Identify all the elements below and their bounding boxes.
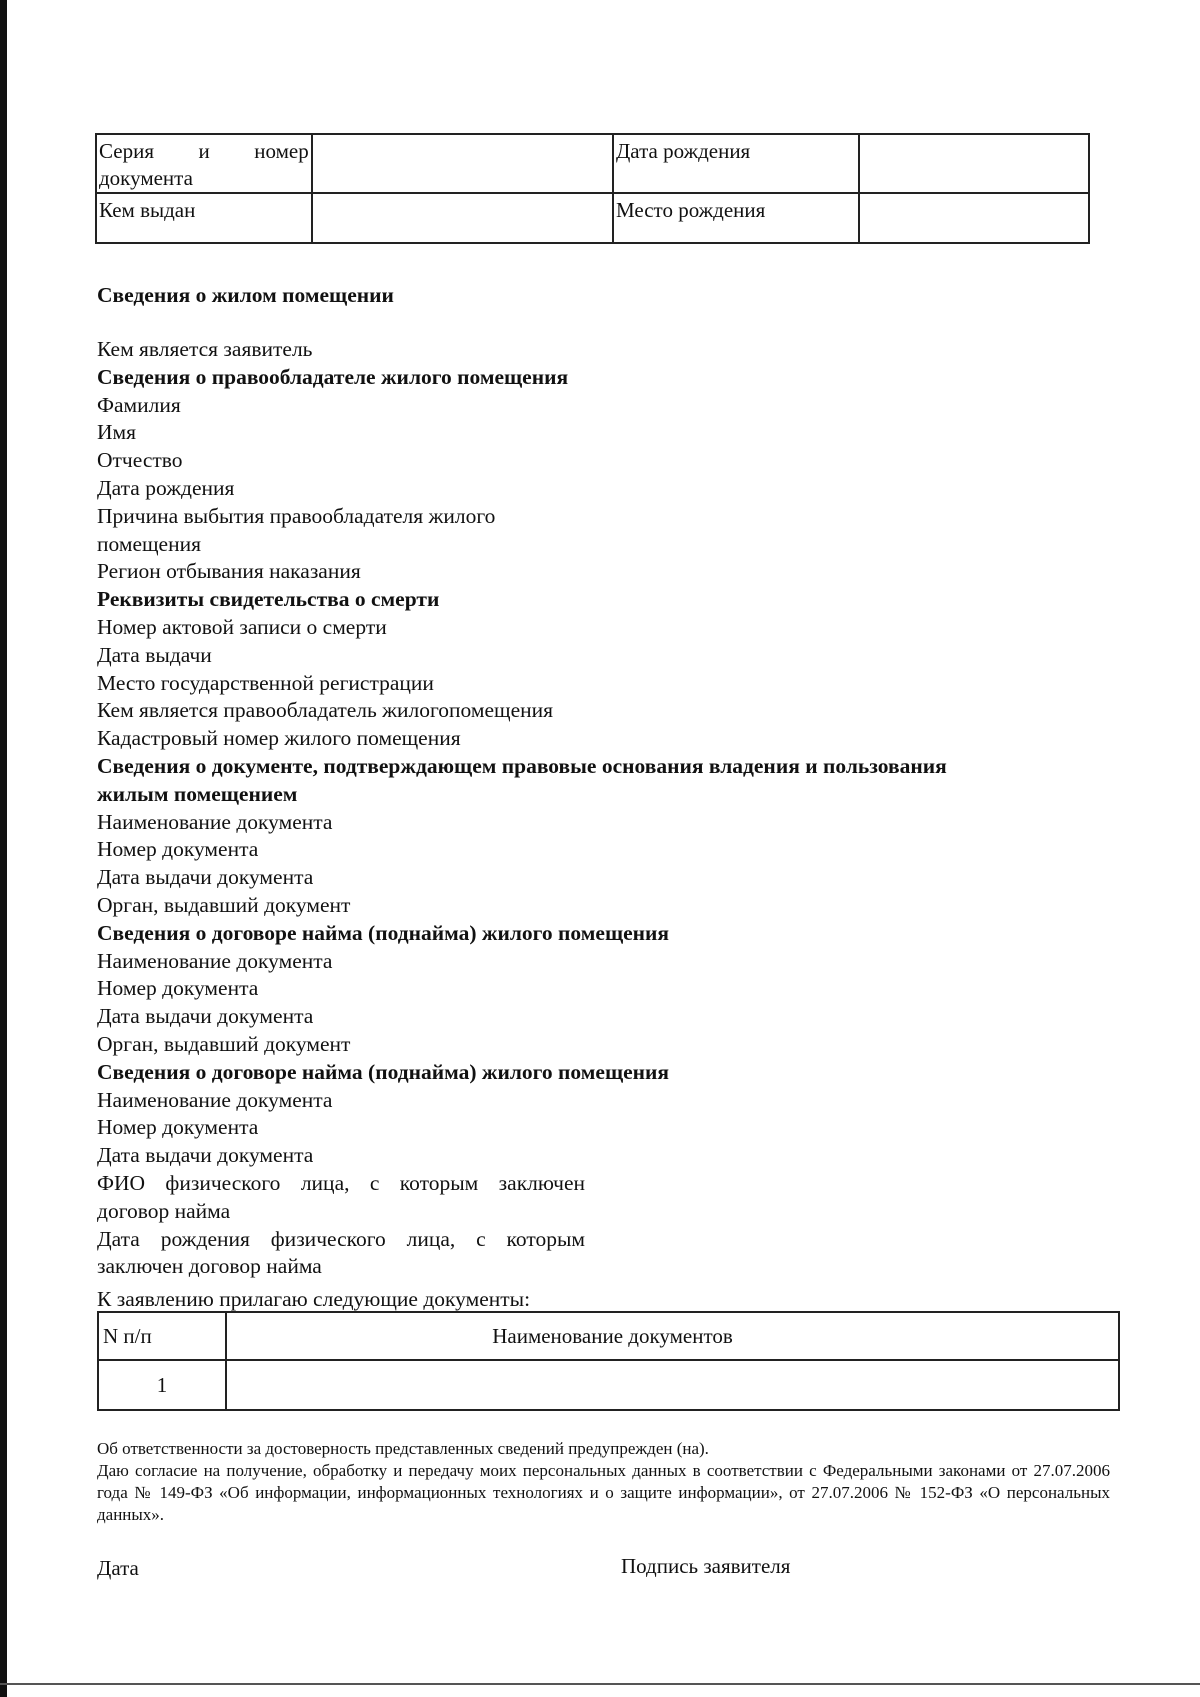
- attachments-table: [97, 1311, 1120, 1411]
- document-issuer-label: Орган, выдавший документ: [97, 892, 351, 917]
- birth-place-label-cell: Место рождения: [613, 193, 859, 243]
- owner-role-label: Кем является правообладатель жилогопомещения: [97, 698, 554, 723]
- legal-notes: [97, 1438, 1110, 1526]
- applicant-role-label: Кем является заявитель: [97, 337, 313, 361]
- legal-basis-heading-line2: жилым помещением: [97, 781, 298, 806]
- registration-place-label: Место государственной регистрации: [97, 670, 434, 695]
- departure-reason-label-line1: Причина выбытия правообладателя жилого: [97, 503, 496, 528]
- document-issue-date-label: Дата выдачи документа: [97, 1004, 314, 1029]
- section-heading: Сведения о жилом помещении: [97, 283, 394, 307]
- document-name-label: Наименование документа: [97, 948, 333, 973]
- table-row: [96, 193, 1089, 243]
- table-row: [98, 1360, 1119, 1410]
- document-number-label: Номер документа: [97, 976, 259, 1001]
- series-number-label-cell: [96, 134, 312, 193]
- birth-place-value-cell[interactable]: [859, 193, 1089, 243]
- document-name-label: Наименование документа: [97, 1087, 333, 1112]
- responsibility-note: Об ответственности за достоверность представленных сведений предупрежден (на).: [97, 1439, 709, 1458]
- column-header-name: Наименование документов: [226, 1312, 1119, 1360]
- surname-label: Фамилия: [97, 392, 181, 417]
- row-name-cell[interactable]: [226, 1360, 1119, 1410]
- birth-date-value-cell[interactable]: [859, 134, 1089, 193]
- name-label: Имя: [97, 420, 137, 445]
- sentence-region-label: Регион отбывания наказания: [97, 559, 361, 584]
- departure-reason-label-line2: помещения: [97, 531, 201, 556]
- birth-date-label: Дата рождения: [97, 475, 235, 500]
- table-header-row: [98, 1312, 1119, 1360]
- series-number-value-cell[interactable]: [312, 134, 613, 193]
- dwelling-section: [97, 281, 1097, 1314]
- signature-label: Подпись заявителя: [621, 1554, 791, 1578]
- table-row: [96, 134, 1089, 193]
- document-number-label: Номер документа: [97, 1115, 259, 1140]
- tenant-birth-date-label-line1: Дата рождения физического лица, с которым: [97, 1226, 585, 1251]
- document-issue-date-label: Дата выдачи документа: [97, 865, 314, 890]
- attachments-intro: К заявлению прилагаю следующие документы:: [97, 1287, 531, 1312]
- document-issue-date-label: Дата выдачи документа: [97, 1143, 314, 1168]
- patronymic-label: Отчество: [97, 448, 183, 473]
- date-label: Дата: [97, 1556, 139, 1580]
- row-number-cell: 1: [98, 1360, 226, 1410]
- death-certificate-heading: Реквизиты свидетельства о смерти: [97, 587, 440, 612]
- document-name-label: Наименование документа: [97, 809, 333, 834]
- issued-by-value-cell[interactable]: [312, 193, 613, 243]
- tenant-fio-label-line1: ФИО физического лица, с которым заключен: [97, 1170, 585, 1195]
- death-record-number-label: Номер актовой записи о смерти: [97, 614, 387, 639]
- owner-heading: Сведения о правообладателе жилого помещения: [97, 364, 569, 389]
- lease-heading: Сведения о договоре найма (поднайма) жилого помещения: [97, 1059, 670, 1084]
- series-number-label-line2: документа: [99, 166, 193, 190]
- issue-date-label: Дата выдачи: [97, 642, 212, 667]
- cadastral-number-label: Кадастровый номер жилого помещения: [97, 726, 461, 751]
- scan-left-edge: [0, 0, 7, 1697]
- tenant-fio-label-line2: договор найма: [97, 1198, 231, 1223]
- identity-document-table: [95, 133, 1090, 244]
- document-number-label: Номер документа: [97, 837, 259, 862]
- tenant-birth-date-label-line2: заключен договор найма: [97, 1254, 322, 1279]
- column-header-number: N п/п: [98, 1312, 226, 1360]
- document-issuer-label: Орган, выдавший документ: [97, 1031, 351, 1056]
- legal-basis-heading-line1: Сведения о документе, подтверждающем правовые основания владения и пользования: [97, 753, 947, 778]
- lease-heading: Сведения о договоре найма (поднайма) жилого помещения: [97, 920, 670, 945]
- issued-by-label-cell: Кем выдан: [96, 193, 312, 243]
- series-number-label-line1: Серия и номер: [99, 139, 309, 163]
- consent-note: Даю согласие на получение, обработку и передачу моих персональных данных в соответствии с Федеральными законами от 27.07.2006 года № 149-ФЗ «Об информации, информационных технологиях и о защите информации», от 27.07.2006 № 152-ФЗ «О персональных данных».: [97, 1461, 1110, 1524]
- birth-date-label-cell: Дата рождения: [613, 134, 859, 193]
- scan-bottom-edge: [0, 1683, 1200, 1685]
